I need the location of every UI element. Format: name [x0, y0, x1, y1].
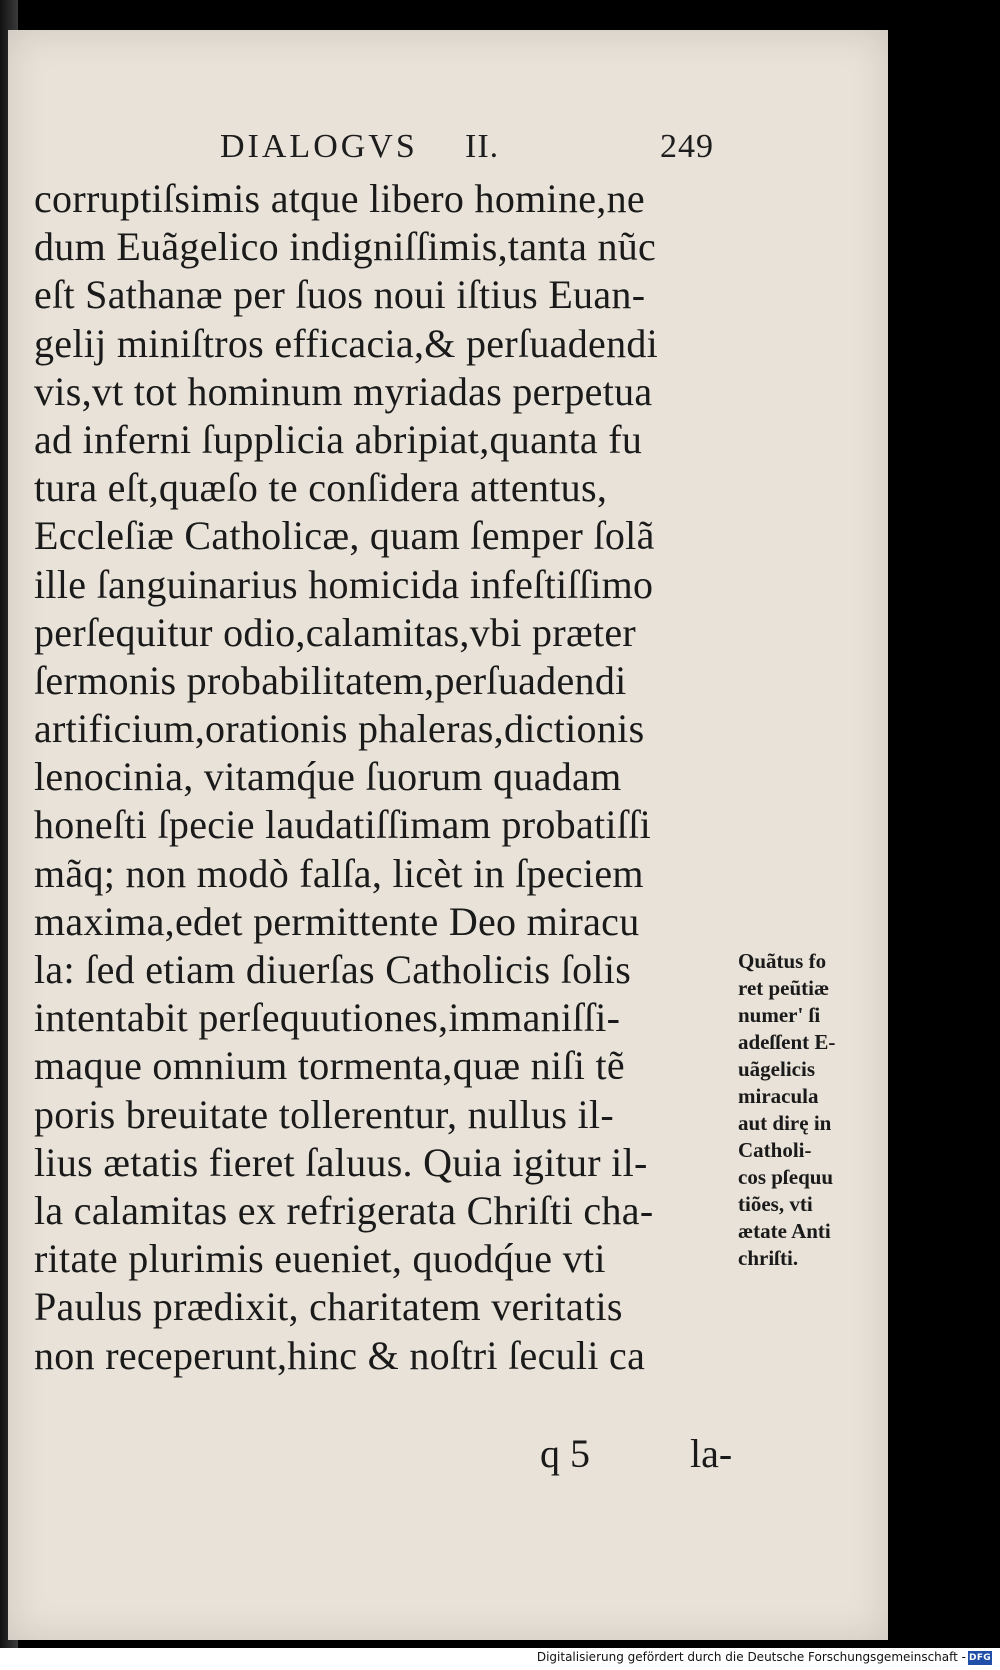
body-text — [34, 175, 734, 1380]
marginal-note-line: adeſſent E- — [738, 1030, 836, 1054]
page-number: 249 — [660, 128, 714, 165]
text-line: Paulus prædixit, charitatem veritatis — [34, 1284, 623, 1330]
marginal-note-line: miracula — [738, 1084, 819, 1108]
text-line: maxima,edet permittente Deo miracu — [34, 898, 640, 944]
text-line: artificium,orationis phaleras,dictionis — [34, 706, 645, 752]
running-title: DIALOGVS — [220, 128, 418, 165]
marginal-note-line: Quãtus fo — [738, 949, 827, 973]
marginal-note-line: uãgelicis — [738, 1057, 815, 1081]
text-line: poris breuitate tollerentur, nullus il- — [34, 1091, 614, 1137]
text-line: maque omnium tormenta,quæ niſi tẽ — [34, 1043, 625, 1089]
text-line: ad inferni ſupplicia abripiat,quanta fu — [34, 416, 643, 462]
text-line: gelij miniſtros efficacia,& perſuadendi — [34, 320, 659, 366]
text-line: vis,vt tot hominum myriadas perpetua — [34, 368, 653, 414]
marginal-note-line: ætate Anti — [738, 1219, 831, 1243]
text-line: lius ætatis fieret ſaluus. Quia igitur il- — [34, 1139, 648, 1185]
page-footer — [540, 1430, 780, 1480]
dfg-logo-icon: DFG — [969, 1653, 991, 1663]
text-line: perſequitur odio,calamitas,vbi præter — [34, 609, 637, 655]
text-line: ritate plurimis eueniet, quodq́ue vti — [34, 1236, 606, 1282]
text-line: lenocinia, vitamq́ue ſuorum quadam — [34, 754, 622, 800]
text-line: la calamitas ex refrigerata Chriſti cha- — [34, 1187, 654, 1233]
text-line: intentabit perſequutiones,immaniſſi- — [34, 995, 621, 1041]
marginal-note-line: aut dirę in — [738, 1111, 832, 1135]
signature-mark: q 5 — [540, 1431, 590, 1476]
text-line: eſt Sathanæ per ſuos noui iſtius Euan- — [34, 272, 646, 318]
text-line: tura eſt,quæſo te conſidera attentus, — [34, 465, 608, 511]
marginal-note-line: chriſti. — [738, 1246, 799, 1270]
chapter-number: II. — [465, 128, 500, 165]
text-line: dum Euãgelico indigniſſimis,tanta nũc — [34, 224, 657, 270]
marginal-note-line: cos pſequu — [738, 1165, 834, 1189]
text-line: honeſti ſpecie laudatiſſimam probatiſſi — [34, 802, 652, 848]
text-line: ille ſanguinarius homicida infeſtiſſimo — [34, 561, 654, 607]
text-line: mãq; non modò falſa, licèt in ſpeciem — [34, 850, 644, 896]
marginal-note-line: tiões, vti — [738, 1192, 813, 1216]
marginal-note-line: numer' ſi — [738, 1003, 821, 1027]
text-line: Eccleſiæ Catholicæ, quam ſemper ſolã — [34, 513, 655, 559]
running-header — [220, 128, 740, 168]
marginal-note-line: Catholi- — [738, 1138, 812, 1162]
catchword: la- — [690, 1431, 733, 1476]
marginal-note-line: ret peũtiæ — [738, 976, 830, 1000]
text-line: ſermonis probabilitatem,perſuadendi — [34, 657, 627, 703]
text-line: non receperunt,hinc & noſtri ſeculi ca — [34, 1332, 646, 1378]
text-line: la: ſed etiam diuerſas Catholicis ſolis — [34, 947, 632, 992]
digitization-notice: Digitalisierung gefördert durch die Deutsche Forschungsgemeinschaft - — [536, 1650, 966, 1664]
text-line: corruptiſsimis atque libero homine,ne — [34, 176, 645, 221]
marginal-note — [738, 948, 888, 1272]
